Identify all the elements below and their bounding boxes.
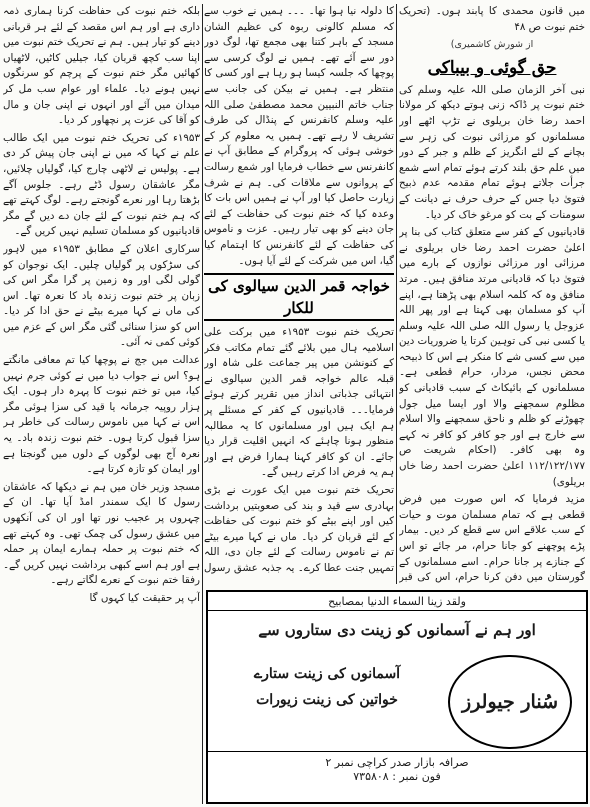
middle-paragraph: تحریک ختم نبوت میں ایک عورت نے بڑی بہادری سے قید و بند کی صعوبتیں برداشت کیں اور اپنے بیٹے کو ختم نبوت کی حفاظت کے لئے قربان کر دیا۔ ماں نے کہا میرے بیٹے تم نے ناموس رسالت کے لئے جان دی، اللہ تمہیں جنت عطا کرے۔ یہ جذبہ عشق رسول xyxy=(204,484,394,574)
phone-number: ۷۳۵۸۰۸ xyxy=(353,770,389,783)
left-paragraph: عدالت میں جج نے پوچھا کیا تم معافی مانگتے ہو؟ اس نے جواب دیا میں نے کوئی جرم نہیں کیا، میں تو ختم نبوت کا پہرہ دار ہوں۔ ایک ہزار روپیہ جرمانہ یا قید کی سزا ہوئی مگر اس نے کہا میں ناموس رسالت کی خاطر ہر سزا قبول کرتا ہوں۔ ختم نبوت زندہ باد۔ یہ نعرہ آج بھی لوگوں کے دلوں میں گونجتا ہے اور ایمان کو تازہ کرتا ہے۔ xyxy=(3,354,200,476)
left-column xyxy=(3,4,200,804)
ad-verse: ولقد زینا السماء الدنیا بمصابیح xyxy=(208,592,586,611)
ad-headline: اور ہم نے آسمانوں کو زینت دی ستاروں سے xyxy=(258,621,536,639)
brand-logo: سُنار جیولرز xyxy=(448,655,572,749)
middle-paragraph: تحریک ختم نبوت ۱۹۵۳ء میں برکت علی اسلامیہ ہال میں بلائے گئے تمام مکاتب فکر کے کنونشن میں پیر جماعت علی شاہ اور قبلہ عالم خواجہ قمر الدین سیالوی نے انتہائی جذباتی انداز میں تقریر کرتے ہوئے فرمایا۔۔۔ قادیانیوں کے کفر کے مسئلے پر ہم ایک ہیں اور مسلمانوں کا یہ مطالبہ منظور ہونا چاہئے کہ انہیں اقلیت قرار دیا جائے۔ ان کو کافر کہنا ہمارا فرض ہے اور ہم یہ فرض ادا کرتے رہیں گے۔ xyxy=(204,326,394,479)
left-paragraph: ۱۹۵۳ء کی تحریک ختم نبوت میں ایک طالب علم نے کہا کہ میں نے اپنی جان پیش کر دی ہے۔ پولیس نے لاٹھی چارج کیا، گولیاں چلائیں، مگر عاشقان رسول ڈٹے رہے۔ جلوس آگے بڑھتا رہا اور نعرے گونجتے رہے۔ لوگ کہتے تھے کہ ہم ختم نبوت کے لئے جان دے دیں گے مگر قادیانیوں کو مسلمان تسلیم نہیں کریں گے۔ xyxy=(3,131,200,238)
left-footer: آپ پر حقیقت کیا کہوں گا xyxy=(89,591,200,604)
phone-label: فون نمبر : xyxy=(392,770,441,783)
right-paragraph: مزید فرمایا کہ اس صورت میں فرض قطعی ہے کہ تمام مسلمان موت و حیات کے سب علاقے اس سے قطع کر دیں۔ بیمار پڑے پوچھنے کو جانا حرام، مر جائے تو اس کے جنازے پر جانا حرام۔ اسے مسلمانوں کے گورستان میں دفن کرنا حرام، اس کی قبر xyxy=(399,493,585,584)
heading-sialvi-challenge: خواجہ قمر الدین سیالوی کی للکار xyxy=(204,273,394,321)
middle-top-text: کا دلولہ نیا ہوا تھا۔ ۔۔۔ ہمیں نے خوب سے کہ مسلم کالونی ربوہ کی عظیم الشان مسجد کے باہر کتنا بھی مجمع تھا، لوگ دور دور سے آئے تھے۔ ہمیں نے لوگ کرسی سے پوچھا کہ جلسہ کیسا ہو رہا ہے اور کسی کا منتظر ہے۔ ہمیں نے بیکن کی جانب سے جناب خاتم النبیین محمد مصطفیٰ صلی اللہ علیہ وسلم کانفرنس کے پنڈال کی طرف تشریف لا رہے تھے۔ ہمیں یہ معلوم کر کے خوشی ہوئی کہ پروگرام کے مطابق آپ نے کانفرنس سے خطاب فرمایا اور شمع رسالت کے پروانوں سے ملاقات کی۔ ہم نے شرف زیارت حاصل کیا اور آپ نے ہمیں اس بات کا وعدہ کیا کہ ختم نبوت کی حفاظت کے لئے جان دینے کو بھی تیار رہیں۔ عزت و ناموس کی حفاظت کے لئے کانفرنس کا اہتمام کیا گیا، اس میں شرکت کے لئے آیا ہوں۔ xyxy=(204,5,394,267)
column-divider xyxy=(202,4,203,804)
heading-truth-courage: حق گوئی و بیباکی xyxy=(427,57,557,78)
left-paragraph: سرکاری اعلان کے مطابق ۱۹۵۳ء میں لاہور کی سڑکوں پر گولیاں چلیں۔ ایک نوجوان کو گولی لگی اور وہ زمین پر گرا مگر اس کی زبان پر ختم نبوت زندہ باد کا نعرہ تھا۔ اس کی ماں نے کہا میرے بیٹے نے حق ادا کر دیا۔ اس کو سزا سنائی گئی مگر اس کے عزم میں کوئی کمی نہ آئی۔ xyxy=(3,242,200,349)
author-note: از شورش کاشمیری) xyxy=(450,39,534,51)
column-divider xyxy=(396,4,397,584)
ad-address: صرافہ بازار صدر کراچی نمبر ۲ xyxy=(208,751,586,770)
middle-column xyxy=(204,4,394,578)
right-column xyxy=(399,4,585,584)
ad-phone-line xyxy=(208,770,586,785)
ad-slogans xyxy=(218,661,436,713)
left-paragraph: بلکہ ختم نبوت کی حفاظت کرنا ہماری ذمہ داری ہے اور ہم اس مقصد کے لئے ہر قربانی دینے کو تیار ہیں۔ ہم نے تحریک ختم نبوت میں اپنا سب کچھ قربان کیا، جیلیں کاٹیں، لاٹھیاں کھائیں مگر ختم نبوت کے پرچم کو سرنگوں نہیں ہونے دیا۔ علماء اور عوام سب مل کر میدان میں آئے اور انہوں نے اپنی جان و مال کو آقا کی عزت پر نچھاور کر دیا۔ xyxy=(3,5,200,127)
jewellers-advertisement xyxy=(206,590,588,804)
right-paragraph: نبی آخر الزمان صلی اللہ علیہ وسلم کی ختم نبوت پر ڈاکہ زنی ہوتے دیکھ کر مولانا احمد رضا خان بریلوی نے تڑپ اٹھے اور مسلمانوں کو مرزائی نبوت کی زہر سے بچانے کے لئے انگریز کے ظلم و جبر کے دور میں علم حق بلند کرتے ہوئے تمام اسے شمع جرأت جلاتے ہوئے تمام مقدمہ عدم ذبیح فتویٰ دیا جس کے حرف حرف نے دیانت کے سومنات کے بت کو مرغو خاک کر دیا۔ xyxy=(399,83,585,221)
ad-slogan: آسمانوں کی زینت ستارے xyxy=(253,666,401,682)
right-top-text: میں قانون محمدی کا پابند ہوں۔ (تحریک ختم نبوت ص ۴۸ xyxy=(399,5,585,33)
ad-slogan: خواتین کی زینت زیورات xyxy=(256,692,398,708)
left-paragraph: مسجد وزیر خان میں ہم نے دیکھا کہ عاشقان رسول کا ایک سمندر امڈ آیا تھا۔ ان کے چہروں پر عجیب نور تھا اور ان کی آنکھوں میں عشق رسول کی چمک تھی۔ وہ کہتے تھے کہ ختم نبوت پر حملہ ہمارے ایمان پر حملہ ہے اور ہم اسے کبھی برداشت نہیں کریں گے۔ رفقا ختم نبوت کے نعرے لگاتے رہے۔ xyxy=(3,480,200,587)
right-paragraph: قادیانیوں کے کفر سے متعلق کتاب کی بنا پر اعلیٰ حضرت احمد رضا خاں بریلوی نے مرزائی اور مرزائی نوازوں کے بارے میں فتویٰ دیا کہ قادیانی مرتد منافق ہیں۔ مرتد منافق وہ کہ کلمہ اسلام بھی پڑھتا ہے، اپنے آپ کو مسلمان بھی کہتا ہے اور پھر اللہ عزوجل یا رسول اللہ صلی اللہ علیہ وسلم یا کسی نبی کی توہین کرتا یا ضروریات دین میں سے کسی شے کا منکر ہے اس کا ذبیحہ محض نجس، مردار، حرام قطعی ہے۔ مسلمانوں کے بائیکاٹ کے سبب قادیانی کو مظلوم سمجھنے والا اور ایسا میل جول چھوڑنے کو ظلم و ناحق سمجھنے والا اسلام سے خارج ہے اور جو کافر کو کافر نہ کہے وہ بھی کافر۔ (احکام شریعت ص ۱۱۲/۱۲۲/۱۷۷ اعلیٰ حضرت احمد رضا خاں بریلوی) xyxy=(399,226,585,488)
ad-body xyxy=(208,647,586,751)
